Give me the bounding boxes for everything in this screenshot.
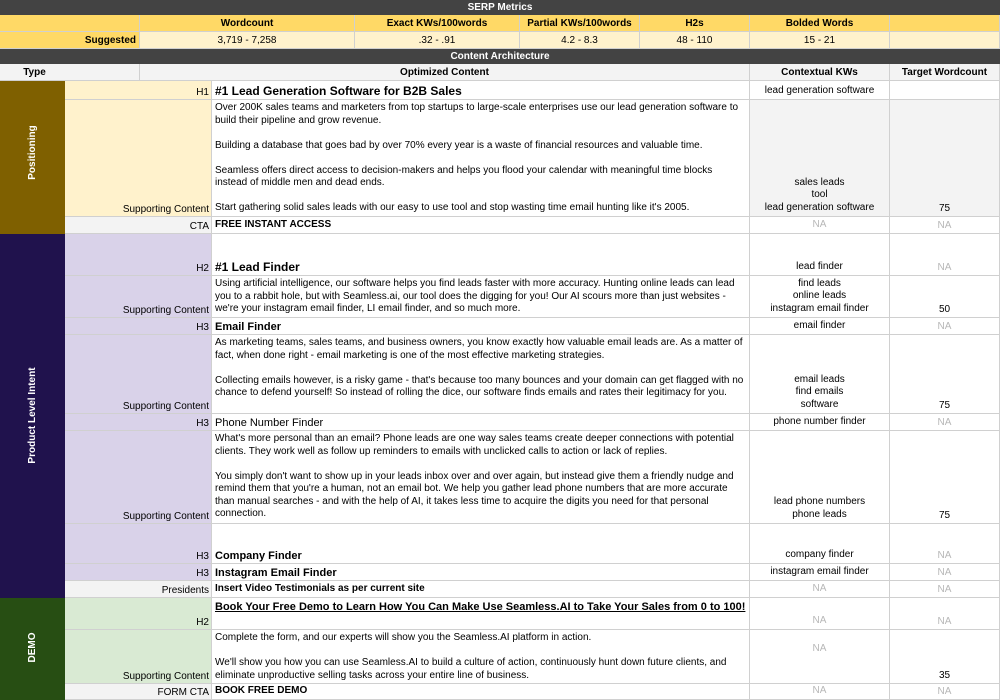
target-cell bbox=[890, 414, 1000, 431]
serp-header-bolded-words: Bolded Words bbox=[750, 15, 890, 32]
h1-heading: #1 Lead Generation Software for B2B Sales bbox=[215, 84, 462, 98]
type-cell bbox=[65, 598, 212, 630]
content-cell bbox=[212, 318, 750, 335]
target-wordcount: 35 bbox=[938, 670, 951, 681]
target-cell bbox=[890, 234, 1000, 276]
target-cell bbox=[890, 564, 1000, 581]
target-cell bbox=[890, 581, 1000, 598]
demo-h2-heading[interactable]: Book Your Free Demo to Learn How You Can Make Use Seamless.AI to Take Your Sales from 0 to 100! bbox=[215, 601, 746, 613]
target-cell bbox=[890, 217, 1000, 234]
type-label: H1 bbox=[196, 87, 209, 98]
type-cell bbox=[65, 234, 212, 276]
type-cell bbox=[65, 81, 212, 100]
content-cell bbox=[212, 276, 750, 318]
type-label: Supporting Content bbox=[122, 401, 209, 412]
section-product-level-intent bbox=[0, 234, 65, 598]
contextual-kws: lead generation software bbox=[764, 84, 875, 96]
type-cell bbox=[65, 431, 212, 524]
serp-header-partial-kws: Partial KWs/100words bbox=[520, 15, 640, 32]
kw-cell bbox=[750, 234, 890, 276]
form-cta-text: BOOK FREE DEMO bbox=[215, 685, 308, 696]
serp-header-wordcount: Wordcount bbox=[140, 15, 355, 32]
target-cell bbox=[890, 684, 1000, 700]
type-cell bbox=[65, 318, 212, 335]
type-cell bbox=[65, 217, 212, 234]
target-cell bbox=[890, 318, 1000, 335]
contextual-kws: company finder bbox=[785, 548, 854, 560]
target-cell bbox=[890, 598, 1000, 630]
target-cell bbox=[890, 431, 1000, 524]
contextual-kws: instagram email finder bbox=[770, 565, 869, 577]
contextual-kws: NA bbox=[812, 684, 827, 696]
section-demo bbox=[0, 598, 65, 700]
type-cell bbox=[65, 564, 212, 581]
kw-cell bbox=[750, 684, 890, 700]
h3-heading: Phone Number Finder bbox=[215, 417, 324, 429]
type-cell bbox=[65, 630, 212, 684]
target-cell bbox=[890, 100, 1000, 217]
type-label: Presidents bbox=[161, 585, 209, 596]
h3-heading: Email Finder bbox=[215, 321, 282, 333]
type-label: Supporting Content bbox=[122, 204, 209, 215]
contextual-kws: phone number finder bbox=[773, 415, 866, 427]
content-cell bbox=[212, 431, 750, 524]
target-wordcount: NA bbox=[937, 262, 952, 273]
target-wordcount: NA bbox=[937, 417, 952, 428]
h3-heading: Company Finder bbox=[215, 550, 302, 562]
section-demo-label: DEMO bbox=[27, 632, 38, 663]
section-positioning-label: Positioning bbox=[27, 125, 38, 180]
target-cell bbox=[890, 630, 1000, 684]
type-cell bbox=[65, 581, 212, 598]
target-wordcount: 75 bbox=[938, 400, 951, 411]
h2-heading: #1 Lead Finder bbox=[215, 260, 300, 274]
content-architecture-title: Content Architecture bbox=[0, 49, 1000, 64]
supporting-content-text: Complete the form, and our experts will show you the Seamless.AI platform in action. We'll show you how you can use Seamless.AI to build a culture of action, continuously hunt down future clients, and eliminate unproductive selling tasks across your entire line of business. bbox=[215, 632, 727, 681]
kw-cell bbox=[750, 81, 890, 100]
content-cell bbox=[212, 217, 750, 234]
type-cell bbox=[65, 524, 212, 564]
target-cell bbox=[890, 81, 1000, 100]
content-cell bbox=[212, 630, 750, 684]
content-cell bbox=[212, 81, 750, 100]
type-cell bbox=[65, 276, 212, 318]
contextual-kws: find leads online leads instagram email finder bbox=[770, 277, 869, 314]
serp-header-h2s: H2s bbox=[640, 15, 750, 32]
target-wordcount: NA bbox=[937, 584, 952, 595]
content-cell bbox=[212, 564, 750, 581]
supporting-content-text: What's more personal than an email? Phone leads are one way sales teams create deeper connections with potential clients. They work well as follow up reminders to emails with unclicked calls to action or lack of replies. You simply don't want to show up in your leads inbox over and over again, but instead give them a friendly nudge and remind them that you're a human, not an email bot. We help you gather lead phone numbers that are more accurate than manual searches - and with the help of AI, it takes less time to acquire the digits you need for that personal connection. bbox=[215, 433, 734, 519]
contextual-kws: sales leads tool lead generation software bbox=[764, 176, 875, 213]
testimonials-text: Insert Video Testimonials as per current site bbox=[215, 583, 425, 594]
kw-cell bbox=[750, 100, 890, 217]
target-wordcount: NA bbox=[937, 220, 952, 231]
contextual-kws: lead phone numbers phone leads bbox=[773, 496, 866, 520]
kw-cell bbox=[750, 217, 890, 234]
supporting-content-text: As marketing teams, sales teams, and business owners, you know exactly how valuable email leads are. As a matter of fact, when done right - email marketing is one of the most effective marketing strategies. Collecting emails however, is a risky game - that's because too many bounces and your domain can get flagged with no chance to defend yourself! So instead of rolling the dice, our software finds emails and rates their legitimacy for you. bbox=[215, 337, 744, 398]
type-label: Supporting Content bbox=[122, 305, 209, 316]
target-wordcount: 75 bbox=[938, 203, 951, 214]
h3-heading: Instagram Email Finder bbox=[215, 567, 337, 579]
contextual-kws: NA bbox=[812, 643, 827, 654]
type-label: H3 bbox=[196, 551, 209, 562]
type-label: Supporting Content bbox=[122, 511, 209, 522]
serp-metrics-title: SERP Metrics bbox=[0, 0, 1000, 15]
serp-value-bolded-words: 15 - 21 bbox=[750, 32, 890, 49]
kw-cell bbox=[750, 335, 890, 414]
target-wordcount: NA bbox=[937, 567, 952, 578]
contextual-kws: NA bbox=[812, 218, 827, 230]
contextual-kws: email leads find emails software bbox=[794, 373, 845, 410]
serp-value-empty bbox=[890, 32, 1000, 49]
col-header-optimized-content: Optimized Content bbox=[140, 64, 750, 81]
type-label: H3 bbox=[196, 322, 209, 333]
type-label: Supporting Content bbox=[122, 671, 209, 682]
type-label: FORM CTA bbox=[157, 687, 209, 698]
target-wordcount: NA bbox=[937, 550, 952, 561]
kw-cell bbox=[750, 564, 890, 581]
content-cell bbox=[212, 335, 750, 414]
kw-cell bbox=[750, 598, 890, 630]
serp-value-exact-kws: .32 - .91 bbox=[355, 32, 520, 49]
col-header-target-wordcount: Target Wordcount bbox=[890, 64, 1000, 81]
kw-cell bbox=[750, 431, 890, 524]
target-wordcount: NA bbox=[937, 616, 952, 627]
content-cell bbox=[212, 581, 750, 598]
type-label: CTA bbox=[189, 221, 209, 232]
kw-cell bbox=[750, 276, 890, 318]
content-cell bbox=[212, 234, 750, 276]
type-cell bbox=[65, 414, 212, 431]
serp-value-partial-kws: 4.2 - 8.3 bbox=[520, 32, 640, 49]
supporting-content-text: Using artificial intelligence, our software helps you find leads faster with more accuracy. Hunting online leads can lead you to a rabbit hole, but with Seamless.ai, our tool does the digging for you! Our AI scours more than just websites - we're your instagram email finder, LI email finder, and so much more. bbox=[215, 278, 738, 314]
type-label: H2 bbox=[196, 263, 209, 274]
col-header-contextual-kws: Contextual KWs bbox=[750, 64, 890, 81]
target-wordcount: 75 bbox=[938, 510, 951, 521]
content-cell bbox=[212, 684, 750, 700]
type-label: H2 bbox=[196, 617, 209, 628]
supporting-content-text: Over 200K sales teams and marketers from top startups to large-scale enterprises use our lead generation software to build their pipeline and grow revenue. Building a database that goes bad by over 70% every year is a waste of financial resources and valuable time. Seamless offers direct access to decision-makers and helps you flood your calendar with meaningful time blocks instead of middle men and dead ends. Start gathering solid sales leads with our easy to use tool and stop wasting time email hunting like it's 2005. bbox=[215, 102, 739, 213]
contextual-kws: NA bbox=[812, 582, 827, 594]
serp-suggested-label: Suggested bbox=[0, 32, 140, 49]
type-cell bbox=[65, 100, 212, 217]
target-wordcount: 50 bbox=[938, 304, 951, 315]
target-cell bbox=[890, 335, 1000, 414]
type-label: H3 bbox=[196, 568, 209, 579]
content-cell bbox=[212, 100, 750, 217]
target-cell bbox=[890, 276, 1000, 318]
type-cell bbox=[65, 684, 212, 700]
serp-header-empty bbox=[890, 15, 1000, 32]
contextual-kws: email finder bbox=[793, 319, 846, 331]
content-cell bbox=[212, 598, 750, 630]
type-cell bbox=[65, 335, 212, 414]
kw-cell bbox=[750, 414, 890, 431]
kw-cell bbox=[750, 524, 890, 564]
kw-cell bbox=[750, 630, 890, 684]
serp-header-blank bbox=[0, 15, 140, 32]
col-header-type: Type bbox=[0, 64, 140, 81]
serp-value-h2s: 48 - 110 bbox=[640, 32, 750, 49]
kw-cell bbox=[750, 318, 890, 335]
type-label: H3 bbox=[196, 418, 209, 429]
serp-header-exact-kws: Exact KWs/100words bbox=[355, 15, 520, 32]
section-product-label: Product Level Intent bbox=[27, 367, 38, 464]
target-wordcount: NA bbox=[937, 686, 952, 697]
kw-cell bbox=[750, 581, 890, 598]
cta-text: FREE INSTANT ACCESS bbox=[215, 219, 332, 230]
target-cell bbox=[890, 524, 1000, 564]
content-cell bbox=[212, 414, 750, 431]
section-positioning bbox=[0, 81, 65, 234]
target-wordcount: NA bbox=[937, 321, 952, 332]
contextual-kws: lead finder bbox=[796, 260, 843, 272]
contextual-kws: NA bbox=[812, 614, 827, 626]
serp-value-wordcount: 3,719 - 7,258 bbox=[140, 32, 355, 49]
content-cell bbox=[212, 524, 750, 564]
